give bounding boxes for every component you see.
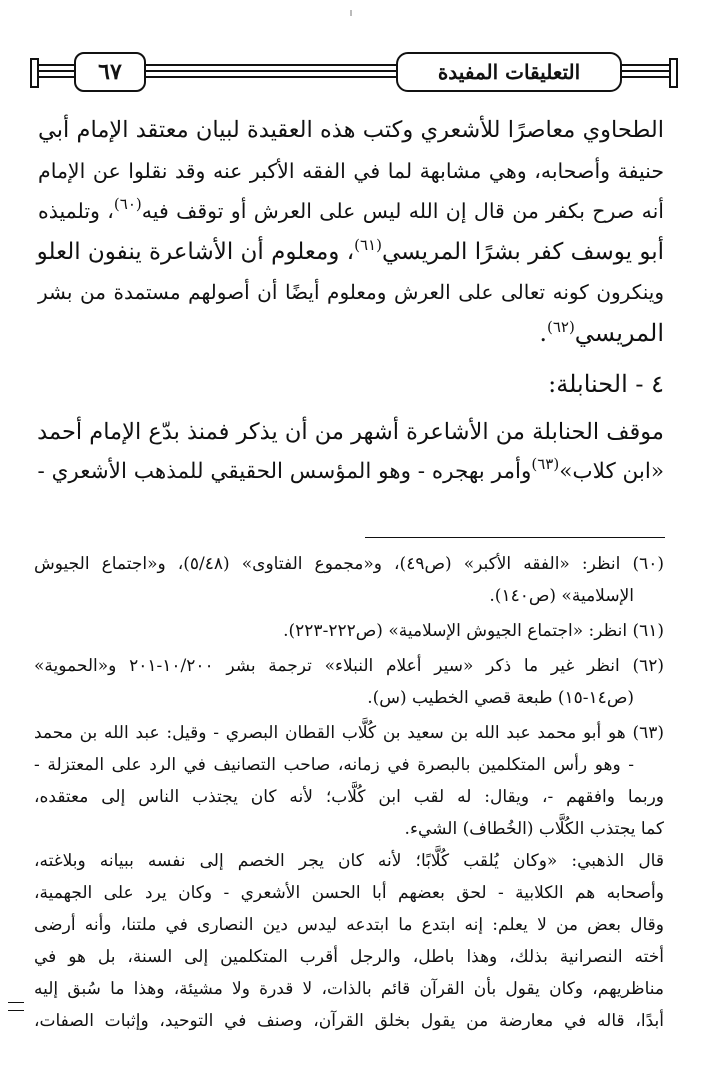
text-run: أبو يوسف كفر بشرًا المريسي <box>381 238 664 265</box>
footnote-63-cont: مناظريهم، وكان يقول بأن القرآن قائم بالذات، لا قدرة ولا مشيئة، وهذا ما سُبق إليه <box>34 979 664 999</box>
text-run: موقف الحنابلة من الأشاعرة أشهر من أن يذكر فمنذ بدّع الإمام أحمد <box>37 418 664 445</box>
text-line <box>38 151 664 192</box>
footnote-63-cont: كما يجتذب الكُلَّاب (الخُطاف) الشيء. <box>404 819 664 839</box>
footnote-62-cont: (ص١٤-١٥) طبعة قصي الخطيب (س). <box>367 688 634 708</box>
footnote-ref-61[interactable]: (٦١) <box>354 235 382 254</box>
header-end-cap-right <box>669 58 678 88</box>
footnote-separator <box>365 537 665 538</box>
section-heading: ٤ - الحنابلة: <box>548 369 664 398</box>
text-run: وأمر بهجره - وهو المؤسس الحقيقي للمذهب الأشعري - <box>37 459 532 485</box>
footnote-ref-60[interactable]: (٦٠) <box>113 195 142 214</box>
header-end-cap-left <box>30 58 39 88</box>
text-run: وينكرون كونه تعالى على العرش ومعلوم أيضًا أن أصولهم مستمدة من بشر <box>38 280 664 305</box>
running-header <box>30 50 678 94</box>
main-text <box>38 110 664 493</box>
footnote-63-cont: أبدًا، قاله في معارضة من يقول بخلق القرآن، وصنف في التوحيد، وإثبات الصفات، <box>34 1011 664 1031</box>
scan-mark <box>350 10 352 16</box>
footnote-63-cont: - وهو رأس المتكلمين بالبصرة في زمانه، صاحب التصانيف في الرد على المعتزلة - <box>34 755 634 775</box>
text-run: الطحاوي معاصرًا للأشعري وكتب هذه العقيدة لبيان معتقد الإمام أبي <box>38 117 664 143</box>
text-run: «ابن كلاب» <box>559 459 664 485</box>
text-run: أنه صرح بكفر من قال إن الله ليس على العرش أو توقف فيه <box>141 199 664 224</box>
text-run: حنيفة وأصحابه، وهي مشابهة لما في الفقه الأكبر عنه وقد نقلوا عن الإمام <box>38 158 664 183</box>
text-line <box>38 272 664 313</box>
footnote-60-cont: الإسلامية» (ص١٤٠). <box>489 586 634 606</box>
text-line <box>38 232 664 273</box>
running-title: التعليقات المفيدة <box>396 52 622 92</box>
margin-mark <box>8 1002 24 1011</box>
footnote-63-cont: وقال بعض من لا يعلم: إنه ابتدع ما ابتدعه ليدس دين النصارى في ملتنا، وأنه أرضى <box>34 915 664 935</box>
footnote-60: (٦٠) انظر: «الفقه الأكبر» (ص٤٩)، و«مجموع الفتاوى» (٥/٤٨)، و«اجتماع الجيوش <box>34 554 664 574</box>
footnote-63-cont: وأصحابه هم الكلابية - لحق بعضهم أبا الحسن الأشعري - وكان يرد على الجهمية، <box>34 883 664 903</box>
footnote-63: (٦٣) هو أبو محمد عبد الله بن سعيد بن كُلَّاب القطان البصري - وقيل: عبد الله بن محمد <box>34 723 664 743</box>
page-number: ٦٧ <box>74 52 146 92</box>
text-line <box>38 313 664 354</box>
footnote-61: (٦١) انظر: «اجتماع الجيوش الإسلامية» (ص٢٢٢-٢٢٣). <box>283 621 664 641</box>
text-line <box>38 191 664 232</box>
footnote-63-cont: قال الذهبي: «وكان يُلقب كُلَّابًا؛ لأنه كان يجر الخصم إلى نفسه ببيانه وبلاغته، <box>34 851 664 871</box>
text-line <box>38 110 664 151</box>
text-run: ، وتلميذه <box>38 199 114 224</box>
footnotes <box>34 548 664 1037</box>
text-run: ، ومعلوم أن الأشاعرة ينفون العلو <box>36 238 355 265</box>
text-line <box>38 412 664 453</box>
footnote-63-cont: وربما وافقهم -، ويقال: له لقب ابن كُلَّاب؛ لأنه كان يجتذب الناس إلى معتقده، <box>34 787 664 807</box>
footnote-62: (٦٢) انظر غير ما ذكر «سير أعلام النبلاء» ترجمة بشر ١٠/٢٠٠-٢٠١ و«الحموية» <box>34 656 664 676</box>
footnote-ref-62[interactable]: (٦٢) <box>546 317 575 336</box>
full-stop: . <box>539 318 547 347</box>
footnote-63-cont: أخته النصرانية بذلك، وهذا باطل، والرجل أقرب المتكلمين إلى السنة، بل هو في <box>34 947 664 967</box>
text-run: المريسي <box>574 318 664 347</box>
footnote-ref-63[interactable]: (٦٣) <box>531 455 560 474</box>
text-line <box>38 452 664 493</box>
